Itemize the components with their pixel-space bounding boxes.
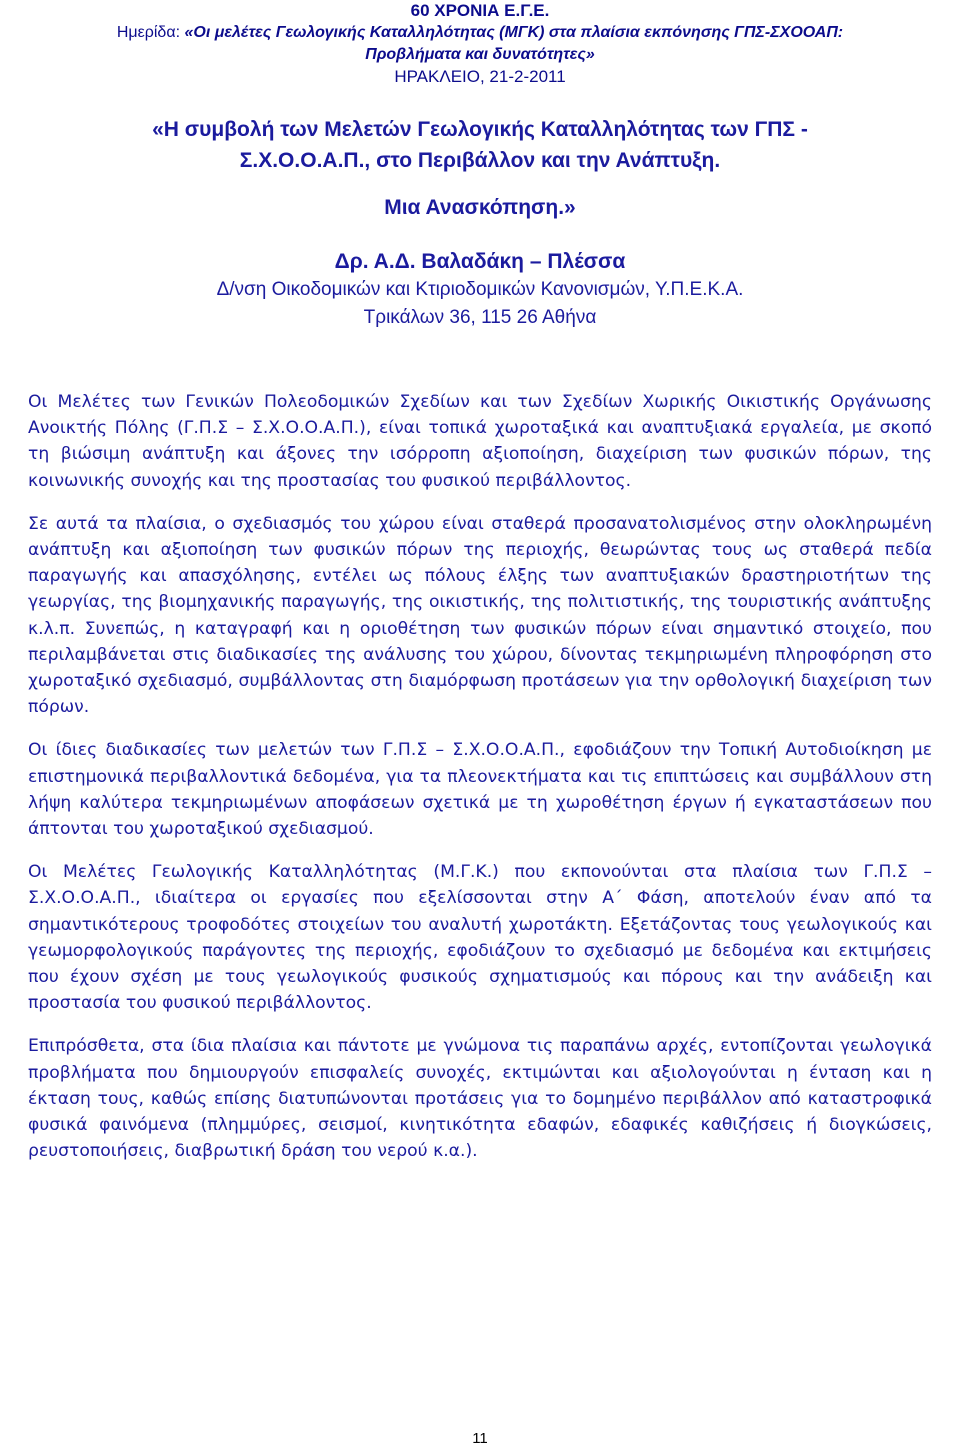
conference-header <box>70 0 890 88</box>
anniversary-line: 60 ΧΡΟΝΙΑ Ε.Γ.Ε. <box>410 1 550 20</box>
body-text <box>28 389 932 1181</box>
event-prefix: Ημερίδα: <box>116 24 185 41</box>
paragraph: Σε αυτά τα πλαίσια, ο σχεδιασμός του χώρου είναι σταθερά προσανατολισμένος στην ολοκληρωμένη ανάπτυξη και αξιοποίηση των φυσικών πόρων της περιοχής, θεωρώντας τους ως σταθερά πεδία παραγωγής και απασχόλησης, εντέλει ως πόλους έλξης των αναπτυξιακών δραστηριοτήτων της γεωργίας, της βιομηχανικής παραγωγής, της οικιστικής, της πολιτιστικής, της τουριστικής ανάπτυξης κ.λ.π. Συνεπώς, η καταγραφή και η οριοθέτηση των φυσικών πόρων είναι σημαντικό στοιχείο, που περιλαμβάνεται στις διαδικασίες της ανάλυσης του χώρου, δίνοντας τεκμηριωμένη πληροφόρηση στο χωροταξικό σχεδιασμό, συμβάλλοντας στη διαμόρφωση προτάσεων για την ορθολογική διαχείριση των πόρων. <box>28 513 932 718</box>
event-title-line1: «Οι μελέτες Γεωλογικής Καταλληλότητας (ΜΓΚ) στα πλαίσια εκπόνησης ΓΠΣ-ΣΧΟΟΑΠ: <box>184 24 844 41</box>
page-number: 11 <box>472 1430 488 1447</box>
author-affiliation: Δ/νση Οικοδομικών και Κτιριοδομικών Κανονισμών, Υ.Π.Ε.Κ.Α. <box>216 279 744 300</box>
event-title-line2: Προβλήματα και δυνατότητες» <box>365 46 595 63</box>
author-block <box>20 248 940 332</box>
paper-title <box>20 114 940 223</box>
title-line3: Μια Ανασκόπηση.» <box>384 196 576 219</box>
event-line <box>70 22 890 44</box>
title-line1: «Η συμβολή των Μελετών Γεωλογικής Καταλληλότητας των ΓΠΣ - <box>152 118 808 141</box>
place-date-line: ΗΡΑΚΛΕΙΟ, 21-2-2011 <box>394 67 566 86</box>
author-name: Δρ. Α.Δ. Βαλαδάκη – Πλέσσα <box>334 250 626 273</box>
event-line-2 <box>70 44 890 66</box>
author-address: Τρικάλων 36, 115 26 Αθήνα <box>363 307 597 328</box>
paragraph: Οι ίδιες διαδικασίες των μελετών των Γ.Π.Σ – Σ.Χ.Ο.Ο.Α.Π., εφοδιάζουν την Τοπική Αυτοδιοίκηση με επιστημονικά περιβαλλοντικά δεδομένα, για τα πλεονεκτήματα και τις επιπτώσεις και συμβάλλουν στη λήψη καλύτερα τεκμηριωμένων αποφάσεων σχετικά με τη χωροθέτηση έργων ή εγκαταστάσεων που άπτονται του χωροταξικού σχεδιασμού. <box>28 740 932 840</box>
title-line2: Σ.Χ.Ο.Ο.Α.Π., στο Περιβάλλον και την Ανάπτυξη. <box>239 149 721 172</box>
paragraph: Οι Μελέτες Γεωλογικής Καταλληλότητας (Μ.Γ.Κ.) που εκπονούνται στα πλαίσια των Γ.Π.Σ – Σ.Χ.Ο.Ο.Α.Π., ιδιαίτερα οι εργασίες που εξελίσσονται στην Α΄ Φάση, αποτελούν έναν από τα σημαντικότερους τροφοδότες στοιχείων του αναλυτή χωροτάκτη. Εξετάζοντας τους γεωλογικούς και γεωμορφολογικούς παράγοντες της περιοχής, εφοδιάζουν το σχεδιασμό με δεδομένα και εκτιμήσεις που έχουν σχέση με τους γεωλογικούς φυσικούς σχηματισμούς και πόρους και την ανάδειξη και προστασία του φυσικού περιβάλλοντος. <box>28 862 932 1014</box>
paragraph: Οι Μελέτες των Γενικών Πολεοδομικών Σχεδίων και των Σχεδίων Χωρικής Οικιστικής Οργάνωσης Ανοικτής Πόλης (Γ.Π.Σ – Σ.Χ.Ο.Ο.Α.Π.), είναι τοπικά χωροταξικά και αναπτυξιακά εργαλεία, με σκοπό τη βιώσιμη ανάπτυξη και άξονες την ισόρροπη αξιοποίηση, διαχείριση των φυσικών πόρων, της κοινωνικής συνοχής και της προστασίας του φυσικού περιβάλλοντος. <box>28 392 932 491</box>
paragraph: Επιπρόσθετα, στα ίδια πλαίσια και πάντοτε με γνώμονα τις παραπάνω αρχές, εντοπίζονται γεωλογικά προβλήματα που δημιουργούν επισφαλείς συνοχές, εκτιμώνται και αξιολογούνται η ένταση και η έκταση τους, καθώς επίσης διατυπώνονται προτάσεις για το δομημένο περιβάλλον από καταστροφικά φυσικά φαινόμενα (πλημμύρες, σεισμοί, κινητικότητα εδαφών, εδαφικές καθιζήσεις ή διογκώσεις, ρευστοποιήσεις, διαβρωτική δράση του νερού κ.α.). <box>28 1036 932 1162</box>
